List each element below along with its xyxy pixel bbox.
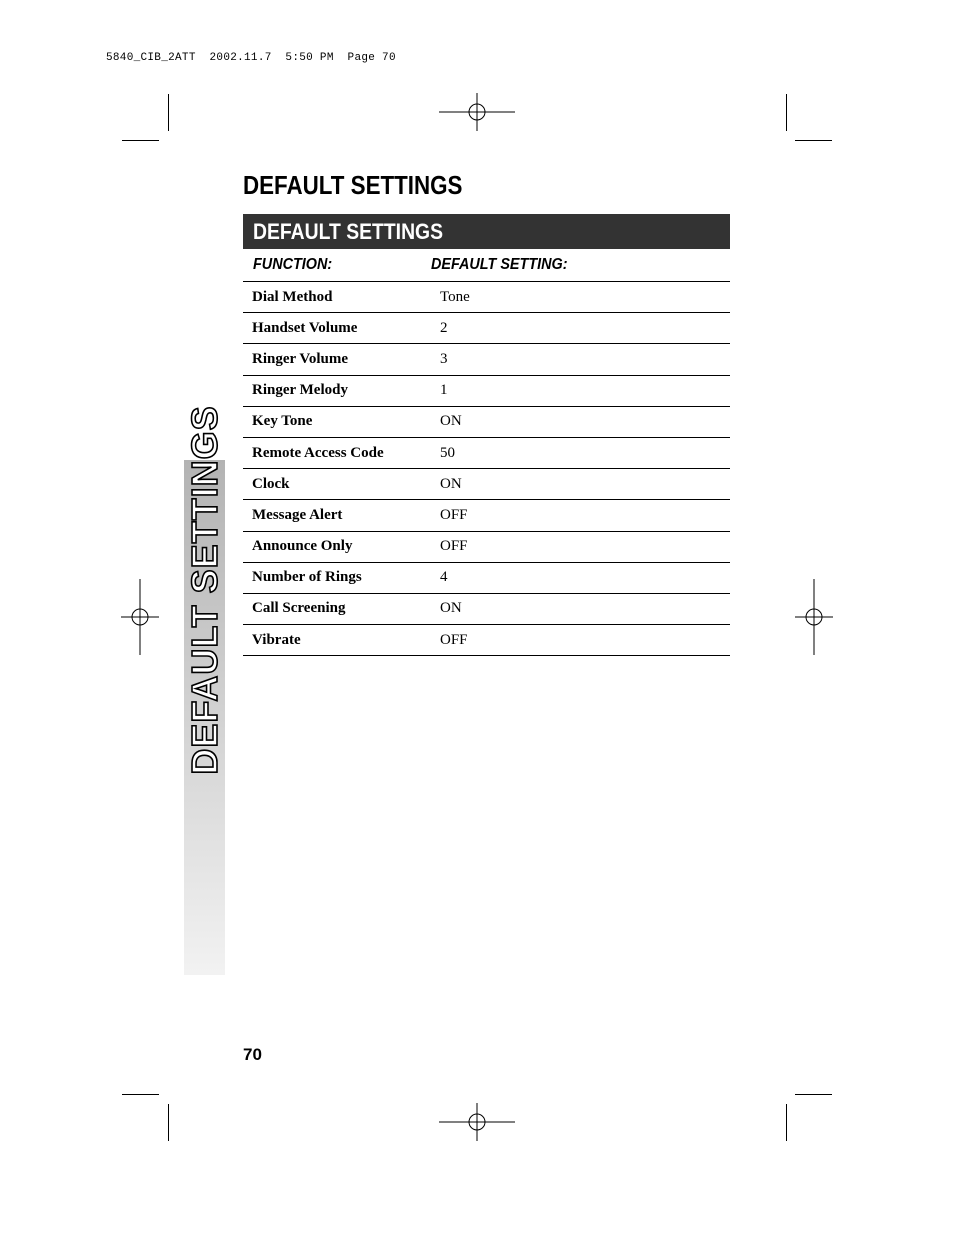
value-cell: 2 xyxy=(440,319,448,336)
table-row xyxy=(243,313,730,344)
side-tab-label: DEFAULT SETTINGS xyxy=(184,405,225,775)
crop-mark xyxy=(122,1094,159,1095)
table-header-row xyxy=(243,249,730,282)
value-cell: OFF xyxy=(440,506,468,523)
function-cell: Announce Only xyxy=(252,538,353,555)
registration-mark-icon xyxy=(795,579,833,655)
registration-mark-icon xyxy=(121,579,159,655)
table-row xyxy=(243,376,730,407)
function-cell: Ringer Melody xyxy=(252,382,348,399)
table-banner-title: DEFAULT SETTINGS xyxy=(253,218,444,244)
value-cell: 4 xyxy=(440,569,448,586)
value-cell: ON xyxy=(440,475,462,492)
value-cell: 1 xyxy=(440,382,448,399)
function-cell: Vibrate xyxy=(252,631,301,648)
function-cell: Ringer Volume xyxy=(252,350,348,367)
value-cell: 3 xyxy=(440,350,448,367)
table-row xyxy=(243,469,730,500)
table-row xyxy=(243,563,730,594)
crop-mark xyxy=(795,140,832,141)
value-cell: 50 xyxy=(440,444,455,461)
function-cell: Number of Rings xyxy=(252,569,362,586)
value-cell: ON xyxy=(440,413,462,430)
registration-mark-icon xyxy=(439,1103,515,1141)
column-header-default-setting: DEFAULT SETTING: xyxy=(431,256,568,273)
value-cell: OFF xyxy=(440,631,468,648)
function-cell: Handset Volume xyxy=(252,319,358,336)
function-cell: Remote Access Code xyxy=(252,444,384,461)
default-settings-table xyxy=(243,214,730,656)
table-banner xyxy=(243,214,730,249)
function-cell: Clock xyxy=(252,475,290,492)
table-row xyxy=(243,438,730,469)
crop-mark xyxy=(168,1104,169,1141)
crop-mark xyxy=(122,140,159,141)
column-header-function: FUNCTION: xyxy=(253,256,333,273)
crop-mark xyxy=(786,1104,787,1141)
table-row xyxy=(243,625,730,656)
function-cell: Message Alert xyxy=(252,506,343,523)
table-row xyxy=(243,594,730,625)
page-number: 70 xyxy=(243,1045,262,1064)
value-cell: OFF xyxy=(440,538,468,555)
table-row xyxy=(243,282,730,313)
function-cell: Key Tone xyxy=(252,413,313,430)
function-cell: Call Screening xyxy=(252,600,346,617)
crop-mark xyxy=(795,1094,832,1095)
print-slug: 5840_CIB_2ATT 2002.11.7 5:50 PM Page 70 xyxy=(106,52,396,64)
table-row xyxy=(243,344,730,375)
table-row xyxy=(243,500,730,531)
table-row xyxy=(243,407,730,438)
registration-mark-icon xyxy=(439,93,515,131)
value-cell: Tone xyxy=(440,288,470,305)
crop-mark xyxy=(168,94,169,131)
crop-mark xyxy=(786,94,787,131)
table-row xyxy=(243,532,730,563)
function-cell: Dial Method xyxy=(252,288,333,305)
value-cell: ON xyxy=(440,600,462,617)
page-title: DEFAULT SETTINGS xyxy=(243,170,463,200)
